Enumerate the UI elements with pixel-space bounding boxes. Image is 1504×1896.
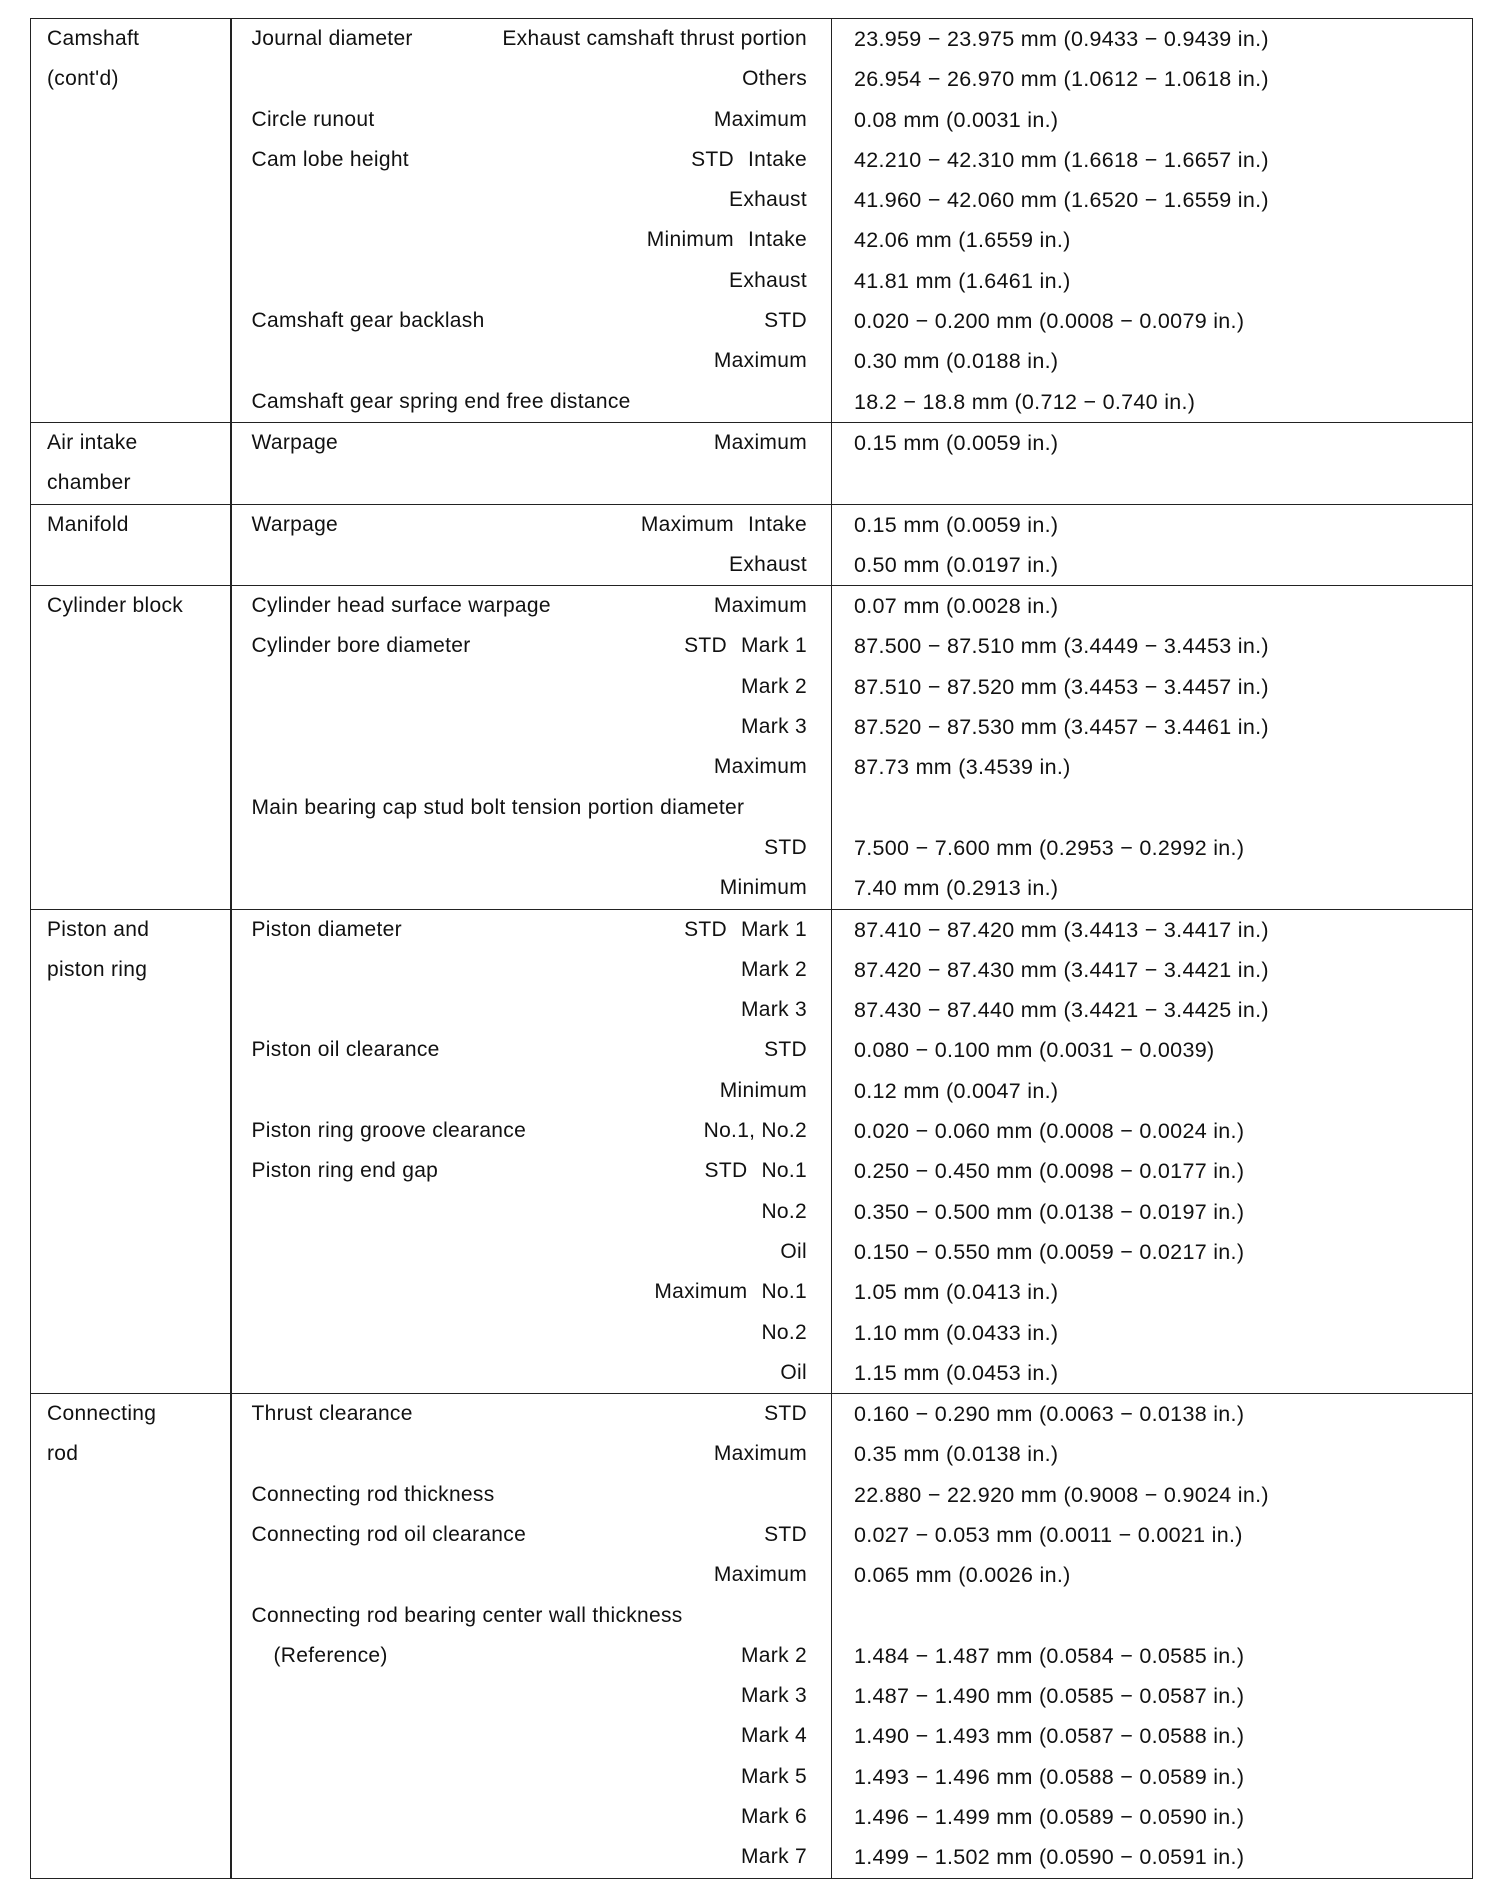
item-line — [232, 788, 832, 828]
qualifier-secondary: No.1, No.2 — [703, 1119, 807, 1143]
spec-value: 0.15 mm (0.0059 in.) — [854, 430, 1059, 455]
qualifier-group — [720, 868, 807, 908]
item-line — [232, 1797, 832, 1837]
item-line — [232, 1475, 832, 1515]
qualifier-primary: STD — [684, 634, 728, 658]
spec-cell — [832, 504, 1473, 586]
item-line — [232, 1313, 832, 1353]
category-label: Cylinder block — [47, 594, 184, 618]
spec-value: 41.81 mm (1.6461 in.) — [854, 268, 1071, 293]
item-line — [232, 950, 832, 990]
spec-value: 1.487 − 1.490 mm (0.0585 − 0.0587 in.) — [854, 1684, 1245, 1709]
spec-value — [832, 788, 1472, 828]
item-line — [232, 626, 832, 666]
category-cell — [31, 909, 231, 1394]
section-row — [31, 909, 1473, 1394]
item-label: Connecting rod oil clearance — [251, 1522, 527, 1546]
item-cell — [231, 909, 832, 1394]
category-label: Piston and — [47, 917, 150, 941]
item-line — [232, 828, 832, 868]
category-cell — [31, 504, 231, 586]
item-line — [232, 545, 832, 585]
item-line — [232, 100, 832, 140]
qualifier-secondary: Mark 2 — [741, 957, 807, 981]
qualifier-group — [729, 545, 807, 585]
category-label: Connecting — [47, 1402, 157, 1426]
qualifier-secondary: Mark 1 — [741, 634, 807, 658]
item-line — [232, 1434, 832, 1474]
item-label: Thrust clearance — [251, 1402, 413, 1426]
item-label: Camshaft gear spring end free distance — [251, 389, 631, 413]
qualifier-primary: Maximum — [654, 1280, 748, 1304]
qualifier-secondary: Maximum — [713, 349, 807, 373]
spec-value — [832, 463, 1472, 503]
spec-value: 42.06 mm (1.6559 in.) — [854, 228, 1071, 253]
qualifier-secondary: Oil — [780, 1360, 807, 1384]
qualifier-primary: STD — [704, 1159, 748, 1183]
qualifier-group — [654, 1272, 807, 1312]
qualifier-primary: STD — [684, 917, 728, 941]
spec-value: 1.499 − 1.502 mm (0.0590 − 0.0591 in.) — [854, 1845, 1245, 1870]
spec-value: 1.05 mm (0.0413 in.) — [854, 1280, 1059, 1305]
spec-value: 87.420 − 87.430 mm (3.4417 − 3.4421 in.) — [854, 957, 1269, 982]
category-label: piston ring — [47, 957, 148, 981]
category-cell — [31, 586, 231, 909]
spec-value: 87.510 − 87.520 mm (3.4453 − 3.4457 in.) — [854, 674, 1269, 699]
item-line — [232, 707, 832, 747]
item-line — [232, 19, 832, 59]
spec-value: 0.250 − 0.450 mm (0.0098 − 0.0177 in.) — [854, 1159, 1245, 1184]
spec-value: 1.490 − 1.493 mm (0.0587 − 0.0588 in.) — [854, 1724, 1245, 1749]
item-label: Main bearing cap stud bolt tension portion diameter — [251, 795, 745, 819]
spec-value: 42.210 − 42.310 mm (1.6618 − 1.6657 in.) — [854, 147, 1269, 172]
spec-value: 87.410 − 87.420 mm (3.4413 − 3.4417 in.) — [854, 917, 1269, 942]
qualifier-group — [720, 1071, 807, 1111]
item-label: Piston diameter — [251, 917, 402, 941]
item-line — [232, 586, 832, 626]
qualifier-secondary: Intake — [747, 512, 807, 536]
qualifier-secondary: Mark 6 — [741, 1805, 807, 1829]
item-line — [232, 463, 832, 503]
qualifier-group — [729, 180, 807, 220]
spec-value: 0.07 mm (0.0028 in.) — [854, 594, 1059, 619]
spec-value: 18.2 − 18.8 mm (0.712 − 0.740 in.) — [854, 389, 1196, 414]
qualifier-secondary: Maximum — [713, 594, 807, 618]
spec-value: 0.150 − 0.550 mm (0.0059 − 0.0217 in.) — [854, 1239, 1245, 1264]
qualifier-group — [741, 1676, 807, 1716]
spec-value: 7.40 mm (0.2913 in.) — [854, 876, 1059, 901]
spec-value: 0.027 − 0.053 mm (0.0011 − 0.0021 in.) — [854, 1522, 1243, 1547]
section-row — [31, 19, 1473, 423]
item-label: Warpage — [251, 512, 339, 536]
spec-value: 7.500 − 7.600 mm (0.2953 − 0.2992 in.) — [854, 835, 1245, 860]
qualifier-secondary: No.2 — [761, 1320, 807, 1344]
item-label: Cylinder bore diameter — [251, 634, 471, 658]
item-line — [232, 180, 832, 220]
spec-value: 1.496 − 1.499 mm (0.0589 − 0.0590 in.) — [854, 1805, 1245, 1830]
spec-table — [30, 18, 1473, 1879]
item-label: Cam lobe height — [251, 147, 409, 171]
qualifier-secondary: STD — [764, 1402, 807, 1426]
spec-value: 0.020 − 0.060 mm (0.0008 − 0.0024 in.) — [854, 1119, 1245, 1144]
qualifier-primary: Minimum — [646, 228, 734, 252]
item-line — [232, 59, 832, 99]
item-cell — [231, 1394, 832, 1879]
item-line — [232, 1757, 832, 1797]
item-line — [232, 1596, 832, 1636]
item-line — [232, 1111, 832, 1151]
category-cell — [31, 19, 231, 423]
spec-value: 1.10 mm (0.0433 in.) — [854, 1320, 1059, 1345]
qualifier-group — [714, 1555, 807, 1595]
qualifier-secondary: STD — [764, 835, 807, 859]
item-label: Journal diameter — [251, 27, 413, 50]
item-line — [232, 747, 832, 787]
spec-value: 23.959 − 23.975 mm (0.9433 − 0.9439 in.) — [854, 27, 1269, 51]
spec-value: 0.08 mm (0.0031 in.) — [854, 107, 1059, 132]
spec-value: 0.50 mm (0.0197 in.) — [854, 552, 1059, 577]
qualifier-group — [741, 667, 807, 707]
item-label: Cylinder head surface warpage — [251, 594, 551, 618]
item-label: Connecting rod bearing center wall thickness — [251, 1603, 683, 1627]
item-line — [232, 382, 832, 422]
item-cell — [231, 586, 832, 909]
item-line — [232, 1837, 832, 1877]
item-label: Camshaft gear backlash — [251, 309, 485, 333]
spec-value: 1.484 − 1.487 mm (0.0584 − 0.0585 in.) — [854, 1643, 1245, 1668]
qualifier-group — [741, 1757, 807, 1797]
item-cell — [231, 422, 832, 504]
item-line — [232, 990, 832, 1030]
qualifier-secondary: Maximum — [713, 1442, 807, 1466]
qualifier-primary: Maximum — [640, 512, 734, 536]
qualifier-group — [714, 423, 807, 463]
spec-table-body — [31, 19, 1473, 1879]
item-line — [232, 1192, 832, 1232]
qualifier-group — [714, 747, 807, 787]
item-line — [232, 505, 832, 545]
qualifier-secondary: Exhaust camshaft thrust portion — [502, 27, 807, 50]
item-line — [232, 220, 832, 260]
qualifier-primary: STD — [691, 147, 734, 171]
qualifier-group — [741, 1716, 807, 1756]
item-label: Piston ring groove clearance — [251, 1119, 527, 1143]
item-label: Piston oil clearance — [251, 1038, 440, 1062]
spec-cell — [832, 19, 1473, 423]
qualifier-secondary: Maximum — [713, 1563, 807, 1587]
qualifier-group — [684, 626, 807, 666]
qualifier-group — [704, 1111, 807, 1151]
spec-value: 87.520 − 87.530 mm (3.4457 − 3.4461 in.) — [854, 715, 1269, 740]
item-line — [232, 1232, 832, 1272]
qualifier-secondary: No.2 — [761, 1199, 807, 1223]
qualifier-group — [647, 220, 807, 260]
category-cell — [31, 1394, 231, 1879]
qualifier-group — [641, 505, 807, 545]
qualifier-secondary: Exhaust — [729, 268, 807, 292]
item-line — [232, 301, 832, 341]
qualifier-group — [741, 1797, 807, 1837]
qualifier-group — [705, 1151, 807, 1191]
qualifier-group — [741, 707, 807, 747]
qualifier-secondary: Mark 5 — [741, 1764, 807, 1788]
item-line — [232, 140, 832, 180]
qualifier-secondary: STD — [764, 1038, 807, 1062]
item-line — [232, 667, 832, 707]
spec-value: 0.160 − 0.290 mm (0.0063 − 0.0138 in.) — [854, 1402, 1245, 1427]
spec-value: 22.880 − 22.920 mm (0.9008 − 0.9024 in.) — [854, 1482, 1269, 1507]
item-line — [232, 1676, 832, 1716]
qualifier-group — [714, 1434, 807, 1474]
spec-value: 0.12 mm (0.0047 in.) — [854, 1078, 1059, 1103]
spec-value: 0.080 − 0.100 mm (0.0031 − 0.0039) — [854, 1038, 1215, 1063]
qualifier-secondary: Minimum — [719, 1078, 807, 1102]
spec-value: 87.500 − 87.510 mm (3.4449 − 3.4453 in.) — [854, 634, 1269, 659]
item-line — [232, 1030, 832, 1070]
spec-value: 0.350 − 0.500 mm (0.0138 − 0.0197 in.) — [854, 1199, 1245, 1224]
item-line — [232, 1555, 832, 1595]
spec-cell — [832, 1394, 1473, 1879]
spec-value: 87.73 mm (3.4539 in.) — [854, 755, 1071, 780]
qualifier-group — [780, 1232, 807, 1272]
qualifier-group — [764, 1030, 807, 1070]
category-label: Camshaft — [47, 27, 140, 50]
category-label: rod — [47, 1442, 79, 1466]
qualifier-secondary: Exhaust — [729, 188, 807, 212]
qualifier-group — [761, 1313, 807, 1353]
spec-value: 1.15 mm (0.0453 in.) — [854, 1360, 1059, 1385]
qualifier-group — [691, 140, 807, 180]
item-line — [232, 1716, 832, 1756]
item-line — [232, 423, 832, 463]
qualifier-group — [684, 910, 807, 950]
qualifier-secondary: Others — [742, 67, 807, 91]
item-label: Piston ring end gap — [251, 1159, 439, 1183]
category-label: Air intake — [47, 430, 138, 454]
spec-value: 0.35 mm (0.0138 in.) — [854, 1442, 1059, 1467]
qualifier-secondary: Maximum — [713, 755, 807, 779]
qualifier-secondary: Intake — [747, 228, 807, 252]
qualifier-secondary: Exhaust — [729, 552, 807, 576]
qualifier-group — [764, 301, 807, 341]
qualifier-secondary: Maximum — [713, 430, 807, 454]
qualifier-secondary: Mark 2 — [741, 674, 807, 698]
item-line — [232, 1353, 832, 1393]
qualifier-secondary: No.1 — [761, 1159, 807, 1183]
category-label: (cont'd) — [47, 67, 119, 91]
item-line — [232, 910, 832, 950]
qualifier-secondary: STD — [764, 1522, 807, 1546]
spec-value: 1.493 − 1.496 mm (0.0588 − 0.0589 in.) — [854, 1764, 1245, 1789]
item-line — [232, 1272, 832, 1312]
qualifier-group — [729, 261, 807, 301]
spec-cell — [832, 586, 1473, 909]
spec-cell — [832, 422, 1473, 504]
qualifier-secondary: Maximum — [713, 107, 807, 131]
spec-value: 87.430 − 87.440 mm (3.4421 − 3.4425 in.) — [854, 998, 1269, 1023]
section-row — [31, 1394, 1473, 1879]
item-label: Warpage — [251, 430, 339, 454]
item-label: (Reference) — [273, 1643, 388, 1667]
item-line — [232, 1071, 832, 1111]
item-line — [232, 1394, 832, 1434]
category-label: chamber — [47, 471, 131, 495]
qualifier-group — [764, 1394, 807, 1434]
qualifier-group — [764, 1515, 807, 1555]
item-line — [232, 868, 832, 908]
qualifier-secondary: Minimum — [719, 876, 807, 900]
qualifier-group — [742, 59, 807, 99]
qualifier-secondary: Mark 1 — [741, 917, 807, 941]
spec-value: 0.30 mm (0.0188 in.) — [854, 349, 1059, 374]
spec-cell — [832, 909, 1473, 1394]
category-cell — [31, 422, 231, 504]
item-cell — [231, 19, 832, 423]
category-label: Manifold — [47, 512, 129, 536]
qualifier-secondary: No.1 — [761, 1280, 807, 1304]
qualifier-group — [714, 100, 807, 140]
item-cell — [231, 504, 832, 586]
spec-value: 0.020 − 0.200 mm (0.0008 − 0.0079 in.) — [854, 309, 1245, 334]
qualifier-secondary: Mark 3 — [741, 998, 807, 1022]
qualifier-group — [741, 1837, 807, 1877]
item-line — [232, 1636, 832, 1676]
qualifier-group — [741, 990, 807, 1030]
item-line — [232, 341, 832, 381]
qualifier-group — [780, 1353, 807, 1393]
spec-value: 0.065 mm (0.0026 in.) — [854, 1563, 1071, 1588]
item-label: Connecting rod thickness — [251, 1482, 495, 1506]
qualifier-secondary: Mark 7 — [741, 1845, 807, 1869]
qualifier-secondary: Intake — [747, 147, 807, 171]
qualifier-secondary: Mark 3 — [741, 715, 807, 739]
qualifier-group — [741, 1636, 807, 1676]
spec-value: 26.954 − 26.970 mm (1.0612 − 1.0618 in.) — [854, 67, 1269, 92]
qualifier-secondary: Oil — [780, 1239, 807, 1263]
spec-value: 0.15 mm (0.0059 in.) — [854, 512, 1059, 537]
qualifier-group — [761, 1192, 807, 1232]
qualifier-group — [502, 19, 807, 59]
item-line — [232, 1151, 832, 1191]
qualifier-group — [714, 341, 807, 381]
item-line — [232, 261, 832, 301]
section-row — [31, 586, 1473, 909]
qualifier-secondary: STD — [764, 309, 807, 333]
qualifier-group — [741, 950, 807, 990]
section-row — [31, 422, 1473, 504]
qualifier-secondary: Mark 3 — [741, 1684, 807, 1708]
section-row — [31, 504, 1473, 586]
item-label: Circle runout — [251, 107, 375, 131]
spec-value — [832, 1596, 1472, 1636]
qualifier-group — [714, 586, 807, 626]
spec-value: 41.960 − 42.060 mm (1.6520 − 1.6559 in.) — [854, 188, 1269, 213]
qualifier-secondary: Mark 4 — [741, 1724, 807, 1748]
item-line — [232, 1515, 832, 1555]
qualifier-group — [764, 828, 807, 868]
qualifier-secondary: Mark 2 — [741, 1643, 807, 1667]
